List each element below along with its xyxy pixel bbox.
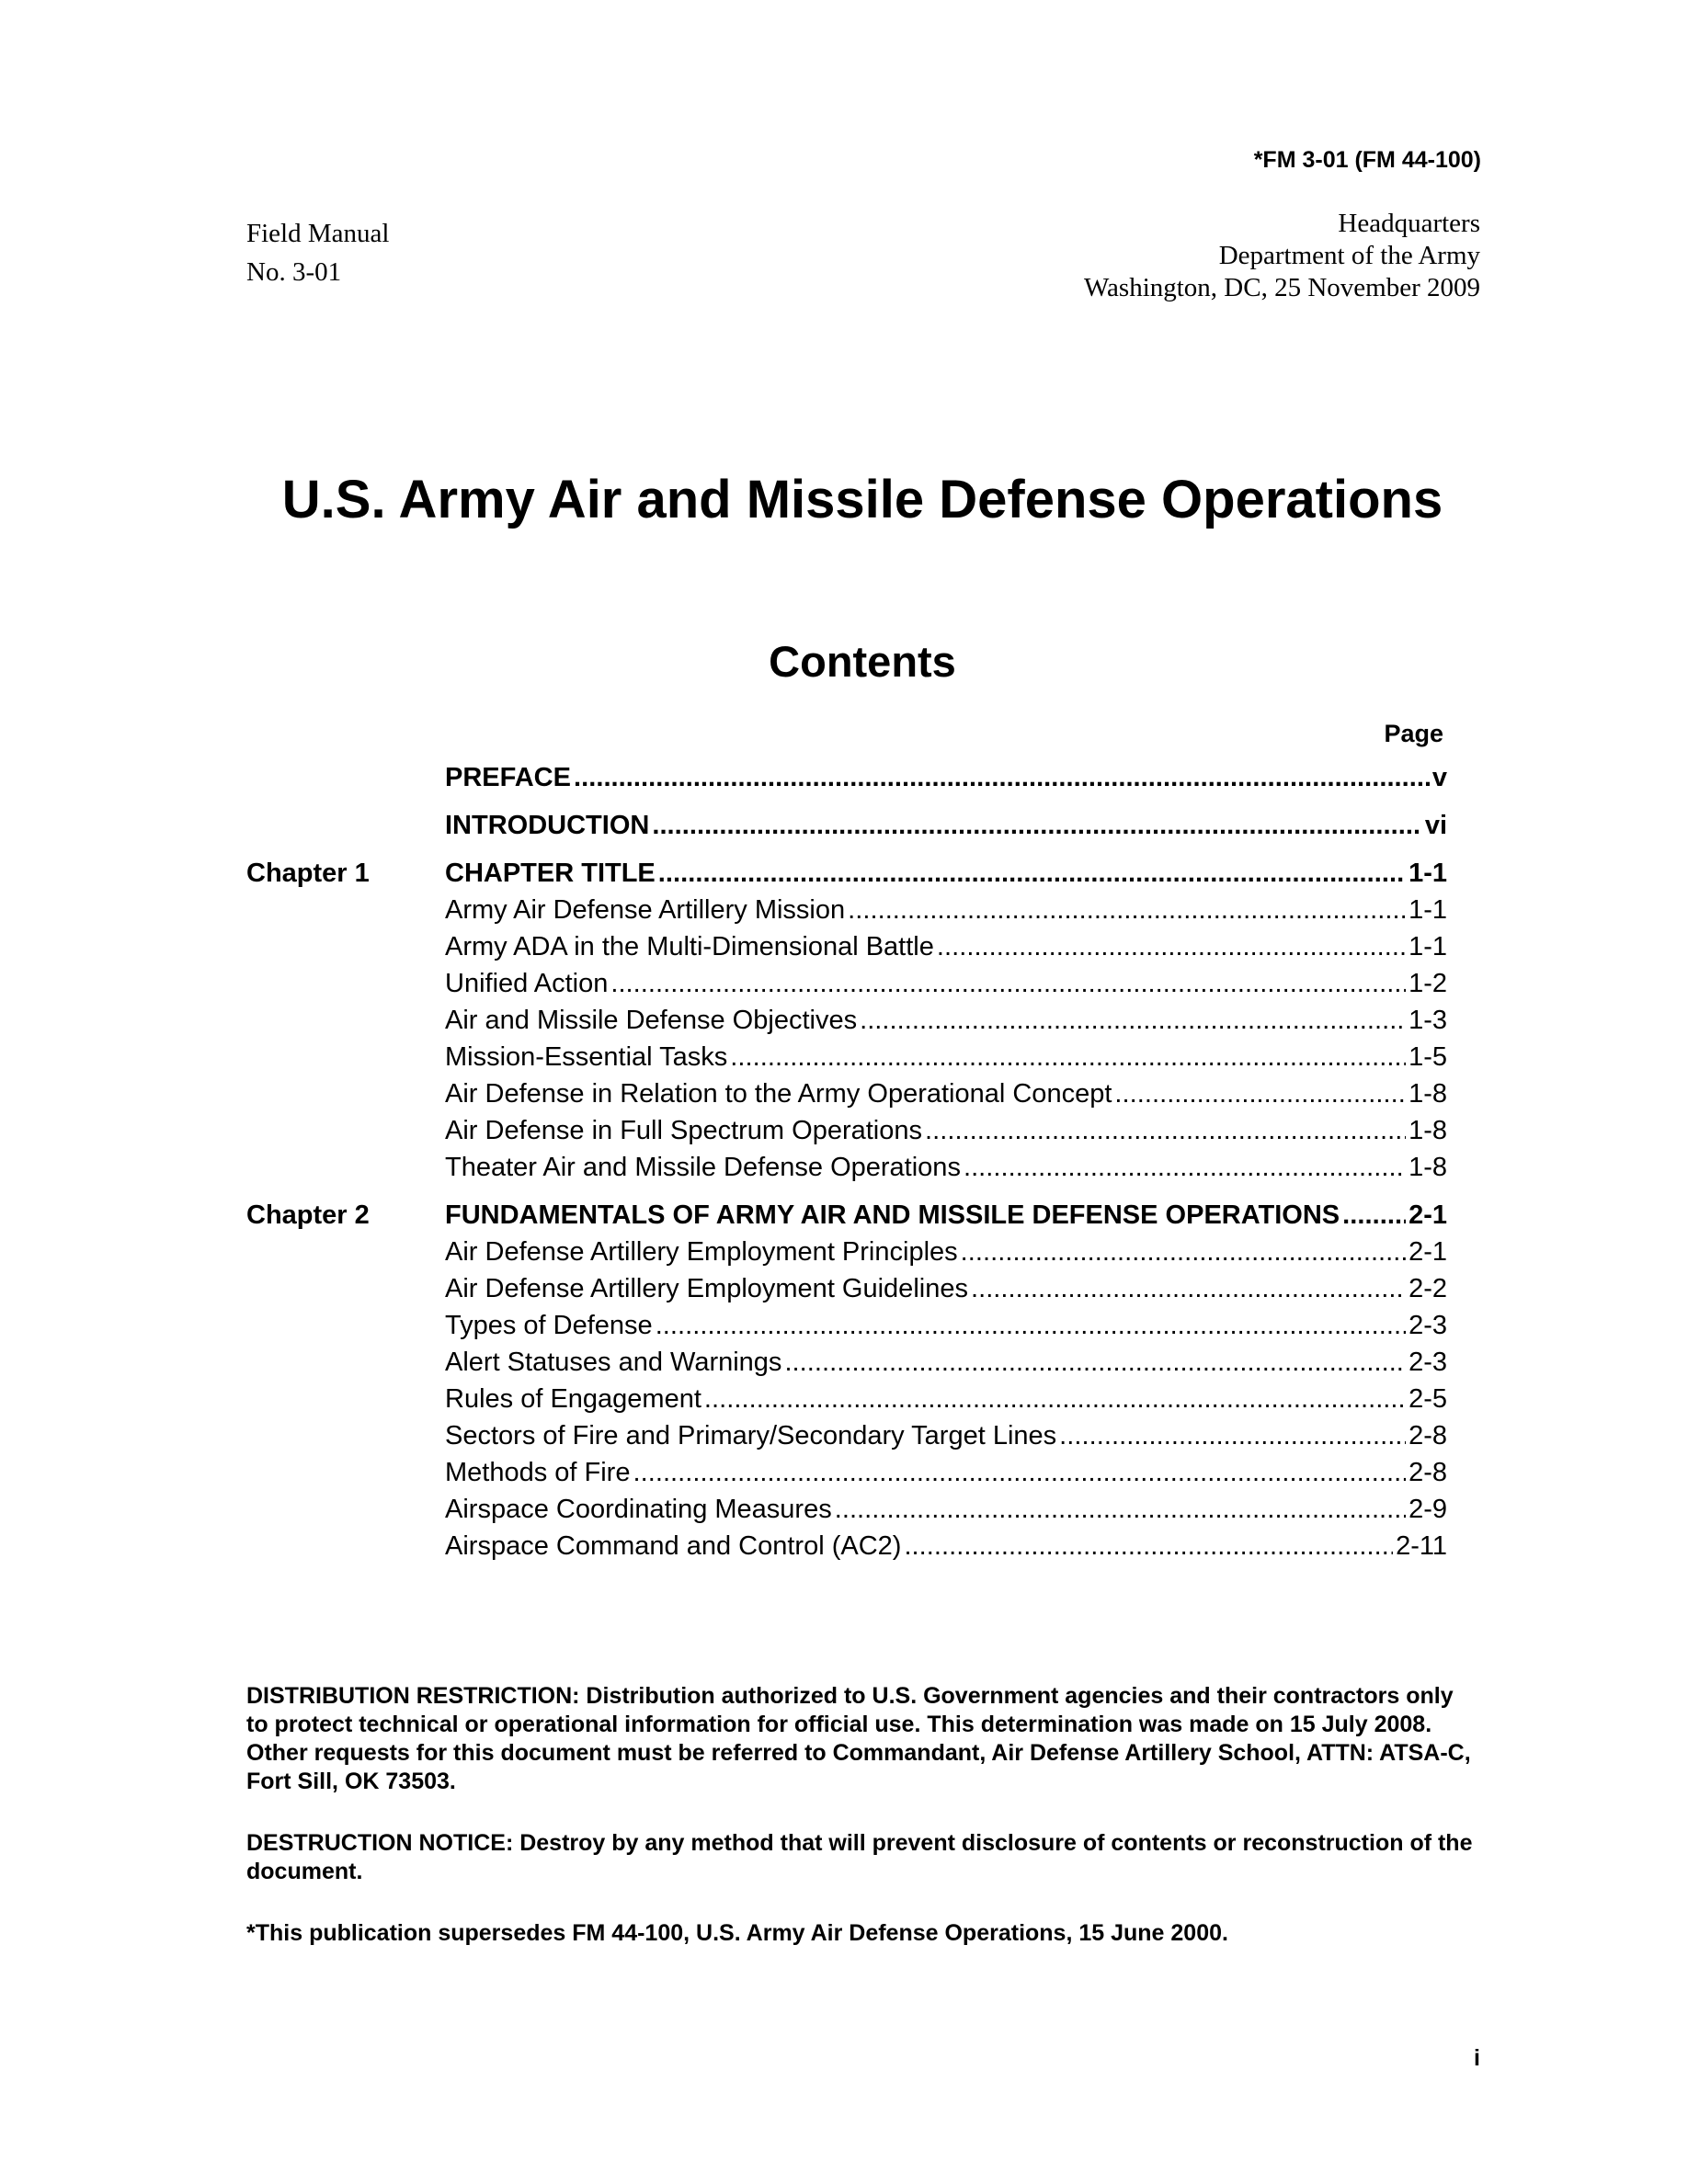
toc-entry-title: Army ADA in the Multi-Dimensional Battle <box>445 932 934 961</box>
toc-entry <box>246 1075 1447 1112</box>
toc-dot-leader <box>1114 1075 1406 1112</box>
toc-entry-line <box>445 892 1447 928</box>
toc-entry-title: Types of Defense <box>445 1311 653 1340</box>
toc-entry-title: Army Air Defense Artillery Mission <box>445 895 846 925</box>
toc-entry-line <box>445 1307 1447 1344</box>
toc-dot-leader <box>860 1002 1406 1039</box>
toc-dot-leader <box>937 928 1406 965</box>
notices-block <box>246 1682 1478 1981</box>
toc-entry <box>246 1197 1447 1234</box>
toc-entry-title: Mission-Essential Tasks <box>445 1042 728 1072</box>
toc-entry-title: Methods of Fire <box>445 1458 631 1487</box>
toc-entry <box>246 1344 1447 1381</box>
toc-entry-title: CHAPTER TITLE <box>445 859 656 888</box>
toc-entry <box>246 892 1447 928</box>
toc-entry <box>246 759 1447 796</box>
field-manual-block <box>246 214 389 291</box>
toc-entry-title: Alert Statuses and Warnings <box>445 1348 782 1377</box>
toc-entry-title: Air Defense in Relation to the Army Operational Concept <box>445 1079 1112 1109</box>
toc-entry <box>246 965 1447 1002</box>
page-column-label: Page <box>1384 720 1443 747</box>
toc-entry-line <box>445 1454 1447 1491</box>
toc-entry-page: 2-8 <box>1409 1458 1447 1487</box>
toc-entry-title: Theater Air and Missile Defense Operations <box>445 1153 961 1182</box>
toc-entry-title: Air Defense in Full Spectrum Operations <box>445 1116 922 1145</box>
toc-dot-leader <box>656 1307 1406 1344</box>
toc-entry-page: 2-5 <box>1409 1384 1447 1414</box>
toc-entry <box>246 1528 1447 1564</box>
toc-entry-page: 1-1 <box>1409 932 1447 961</box>
toc-entry-line <box>445 965 1447 1002</box>
field-manual-label: Field Manual <box>246 219 390 248</box>
toc-dot-leader <box>633 1454 1406 1491</box>
toc-entry-page: vi <box>1424 811 1447 840</box>
toc-dot-leader <box>971 1270 1406 1307</box>
toc-entry <box>246 1307 1447 1344</box>
toc-entry <box>246 928 1447 965</box>
toc-entry <box>246 1234 1447 1270</box>
toc-entry-page: 2-2 <box>1409 1274 1447 1303</box>
hq-line-2: Department of the Army <box>1218 241 1480 270</box>
toc-entry-page: 2-3 <box>1409 1311 1447 1340</box>
toc-entry-page: 1-8 <box>1409 1153 1447 1182</box>
toc-entry-line <box>445 1149 1447 1186</box>
document-number: *FM 3-01 (FM 44-100) <box>1253 147 1481 173</box>
toc-dot-leader <box>961 1234 1406 1270</box>
toc-dot-leader <box>925 1112 1406 1149</box>
toc-entry-page: v <box>1431 763 1447 792</box>
hq-line-3: Washington, DC, 25 November 2009 <box>1083 273 1480 302</box>
toc-entry-title: FUNDAMENTALS OF ARMY AIR AND MISSILE DEFENSE OPERATIONS <box>445 1200 1340 1230</box>
toc-entry-line <box>445 1344 1447 1381</box>
toc-entry-page: 2-1 <box>1409 1200 1447 1230</box>
toc-entry <box>246 1149 1447 1186</box>
headquarters-block <box>1084 208 1480 304</box>
toc-entry-line <box>445 1270 1447 1307</box>
toc-entry-title: Airspace Coordinating Measures <box>445 1495 832 1524</box>
toc-entry <box>246 1381 1447 1417</box>
toc-entry-page: 1-3 <box>1409 1006 1447 1035</box>
toc-entry-page: 1-8 <box>1409 1079 1447 1109</box>
toc-entry-title: PREFACE <box>445 763 571 792</box>
toc-entry-page: 2-1 <box>1409 1237 1447 1267</box>
toc-entry-line <box>445 1197 1447 1234</box>
toc-entry-line <box>445 1075 1447 1112</box>
toc-entry-title: Airspace Command and Control (AC2) <box>445 1531 902 1561</box>
distribution-restriction: DISTRIBUTION RESTRICTION: Distribution authorized to U.S. Government agencies and their contractors only to protect technical or operational information for official use. This determination was made on 15 July 2008. Other requests for this document must be referred to Commandant, Air Defense Artillery School, ATTN: ATSA-C, Fort Sill, OK 73503. <box>246 1683 1471 1794</box>
toc-dot-leader <box>835 1491 1406 1528</box>
toc-dot-leader <box>784 1344 1406 1381</box>
toc-dot-leader <box>704 1381 1406 1417</box>
toc-entry-title: Air Defense Artillery Employment Principles <box>445 1237 958 1267</box>
toc-chapter-label: Chapter 2 <box>246 1200 370 1230</box>
toc-dot-leader <box>1342 1197 1406 1234</box>
toc-dot-leader <box>1059 1417 1406 1454</box>
toc-entry-page: 1-1 <box>1409 859 1447 888</box>
toc-entry <box>246 855 1447 892</box>
toc-entry <box>246 1112 1447 1149</box>
page-title: U.S. Army Air and Missile Defense Operations <box>281 470 1443 529</box>
toc-dot-leader <box>574 759 1430 796</box>
toc-entry-title: Air Defense Artillery Employment Guidelines <box>445 1274 968 1303</box>
toc-entry-line <box>445 1381 1447 1417</box>
toc-entry-line <box>445 928 1447 965</box>
toc-entry-line <box>445 1039 1447 1075</box>
toc-entry <box>246 1002 1447 1039</box>
toc-entry-page: 1-1 <box>1409 895 1447 925</box>
toc-entry-title: Rules of Engagement <box>445 1384 701 1414</box>
toc-entry-line <box>445 855 1447 892</box>
toc-entry-page: 2-11 <box>1396 1531 1447 1561</box>
toc-chapter-label: Chapter 1 <box>246 859 370 888</box>
page-number: i <box>1474 2045 1480 2071</box>
toc-dot-leader <box>610 965 1406 1002</box>
toc-dot-leader <box>730 1039 1406 1075</box>
toc-entry-page: 2-8 <box>1409 1421 1447 1450</box>
toc-entry-line <box>445 1112 1447 1149</box>
toc-entry-page: 2-3 <box>1409 1348 1447 1377</box>
toc-entry-title: INTRODUCTION <box>445 811 650 840</box>
table-of-contents <box>246 759 1447 1564</box>
toc-entry <box>246 1454 1447 1491</box>
toc-entry <box>246 1039 1447 1075</box>
contents-heading: Contents <box>769 637 956 686</box>
toc-entry <box>246 1417 1447 1454</box>
toc-entry-line <box>445 1234 1447 1270</box>
toc-entry-line <box>445 1491 1447 1528</box>
toc-entry <box>246 1491 1447 1528</box>
toc-entry-title: Sectors of Fire and Primary/Secondary Target Lines <box>445 1421 1057 1450</box>
toc-dot-leader <box>964 1149 1406 1186</box>
toc-entry-page: 2-9 <box>1409 1495 1447 1524</box>
toc-dot-leader <box>904 1528 1393 1564</box>
toc-entry-line <box>445 759 1447 796</box>
toc-entry-page: 1-5 <box>1409 1042 1447 1072</box>
toc-entry-title: Air and Missile Defense Objectives <box>445 1006 858 1035</box>
toc-entry-page: 1-8 <box>1409 1116 1447 1145</box>
toc-entry <box>246 807 1447 844</box>
hq-line-1: Headquarters <box>1338 209 1480 238</box>
toc-entry-page: 1-2 <box>1409 969 1447 998</box>
toc-entry-line <box>445 807 1447 844</box>
toc-entry-line <box>445 1002 1447 1039</box>
toc-entry <box>246 1270 1447 1307</box>
field-manual-number: No. 3-01 <box>246 257 342 287</box>
toc-entry-line <box>445 1417 1447 1454</box>
toc-entry-title: Unified Action <box>445 969 609 998</box>
toc-dot-leader <box>652 807 1421 844</box>
destruction-notice: DESTRUCTION NOTICE: Destroy by any method that will prevent disclosure of contents or reconstruction of the document. <box>246 1830 1473 1884</box>
toc-dot-leader <box>848 892 1406 928</box>
supersedes-notice: *This publication supersedes FM 44-100, U.S. Army Air Defense Operations, 15 June 2000. <box>246 1920 1228 1946</box>
toc-entry-line <box>445 1528 1447 1564</box>
toc-dot-leader <box>658 855 1406 892</box>
